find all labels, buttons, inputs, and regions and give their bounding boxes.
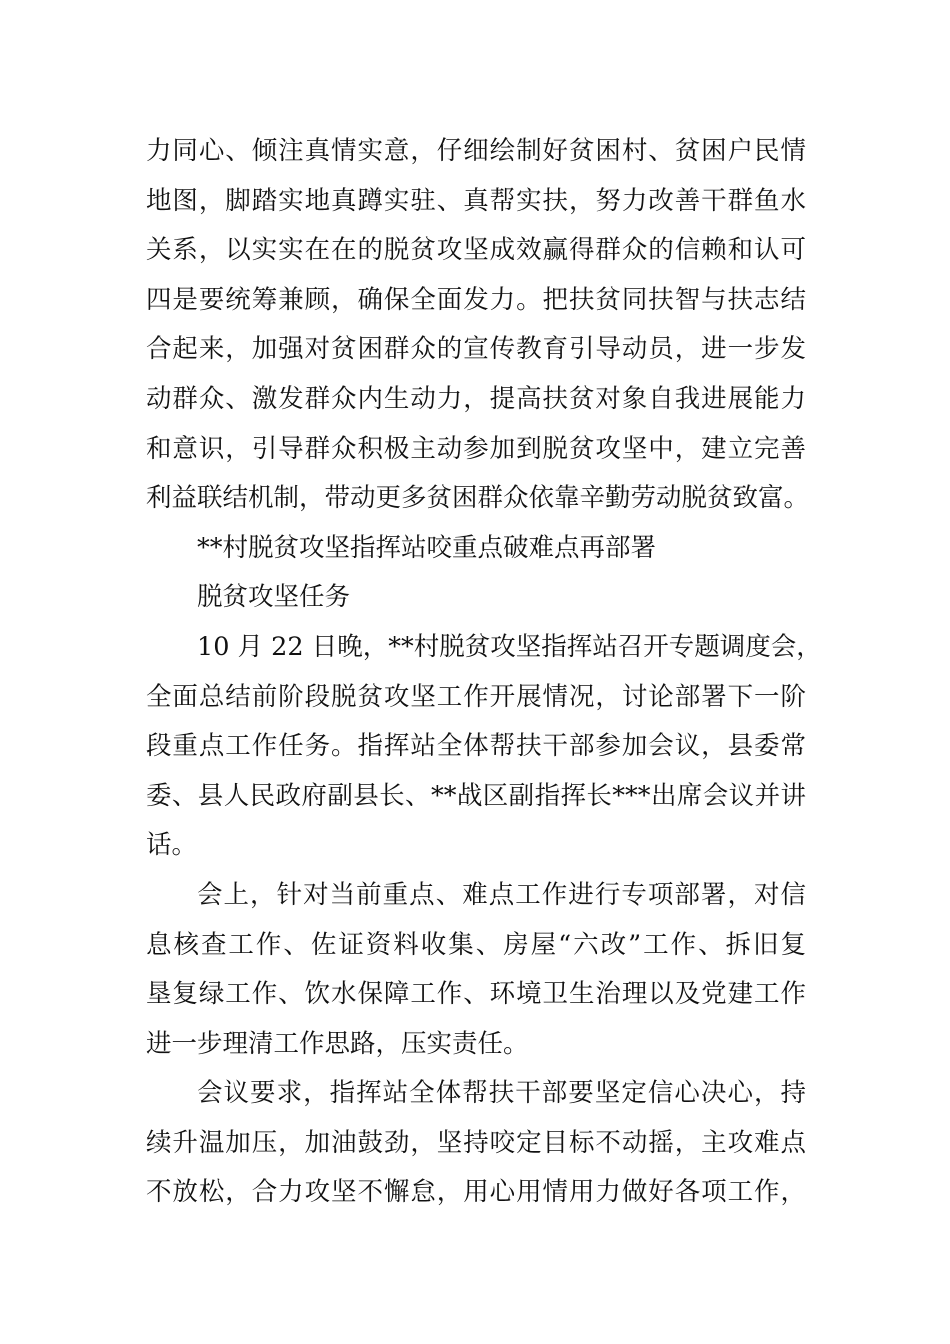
text-line: 关系，以实实在在的脱贫攻坚成效赢得群众的信赖和认可 xyxy=(146,235,806,266)
text-line: **村脱贫攻坚指挥站咬重点破难点再部署 xyxy=(197,532,657,563)
text-line: 会议要求，指挥站全体帮扶干部要坚定信心决心，持 xyxy=(197,1078,806,1109)
text-line: 动群众、激发群众内生动力，提高扶贫对象自我进展能力 xyxy=(146,383,806,414)
text-line: 话。 xyxy=(146,830,198,861)
text-line: 息核查工作、佐证资料收集、房屋“六改”工作、拆旧复 xyxy=(146,929,806,960)
text-line: 利益联结机制，带动更多贫困群众依靠辛勤劳动脱贫致富。 xyxy=(146,483,810,514)
text-line: 地图，脚踏实地真蹲实驻、真帮实扶，努力改善干群鱼水 xyxy=(146,185,806,216)
text-line: 会上，针对当前重点、难点工作进行专项部署，对信 xyxy=(197,879,806,910)
document-body-text xyxy=(146,127,822,1218)
text-line: 力同心、倾注真情实意，仔细绘制好贫困村、贫困户民情 xyxy=(146,136,806,166)
text-line: 脱贫攻坚任务 xyxy=(197,582,351,613)
text-line: 续升温加压，加油鼓劲，坚持咬定目标不动摇，主攻难点 xyxy=(146,1127,806,1158)
text-line: 段重点工作任务。指挥站全体帮扶干部参加会议，县委常 xyxy=(146,731,806,762)
text-line: 合起来，加强对贫困群众的宣传教育引导动员，进一步发 xyxy=(146,334,806,365)
text-line: 进一步理清工作思路，压实责任。 xyxy=(146,1028,529,1059)
text-line: 四是要统筹兼顾，确保全面发力。把扶贫同扶智与扶志结 xyxy=(146,284,806,315)
text-line: 不放松，合力攻坚不懈怠，用心用情用力做好各项工作， xyxy=(146,1177,806,1208)
text-line: 和意识，引导群众积极主动参加到脱贫攻坚中，建立完善 xyxy=(146,433,806,464)
text-line: 10 月 22 日晚，**村脱贫攻坚指挥站召开专题调度会， xyxy=(197,631,822,662)
text-line: 垦复绿工作、饮水保障工作、环境卫生治理以及党建工作 xyxy=(146,979,806,1010)
text-line: 委、县人民政府副县长、**战区副指挥长***出席会议并讲 xyxy=(146,780,806,811)
text-line: 全面总结前阶段脱贫攻坚工作开展情况，讨论部署下一阶 xyxy=(146,681,806,712)
